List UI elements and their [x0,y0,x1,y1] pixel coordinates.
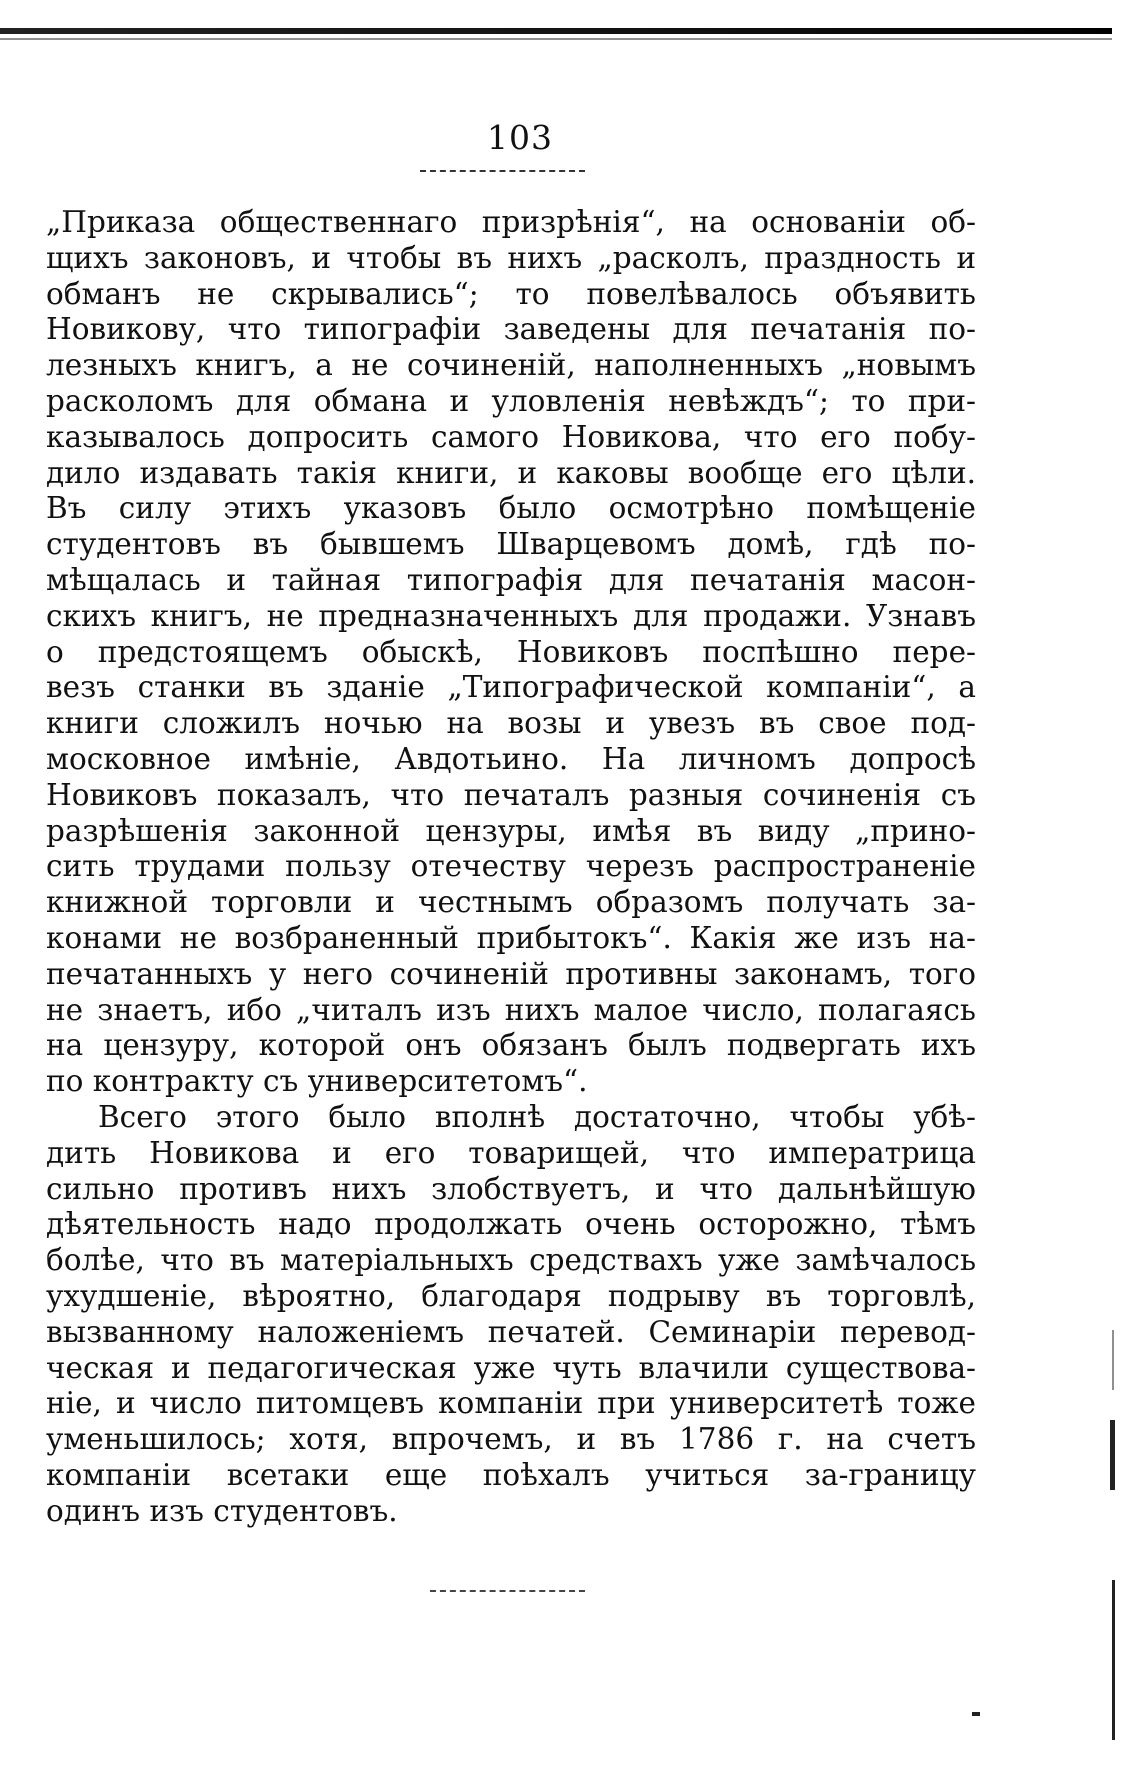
text-line: скихъ книгъ, не предназначенныхъ для продажи. Узнавъ [46,598,976,633]
text-line: казывалось допросить самого Новикова, что его побу- [46,419,976,454]
text-line: не знаетъ, ибо „читалъ изъ нихъ малое число, полагаясь [46,992,976,1027]
text-line: конами не возбраненный прибытокъ“. Какія же изъ на- [46,920,976,955]
text-line: ніе, и число питомцевъ компаніи при университетѣ тоже [46,1386,976,1421]
text-line: компаніи всетаки еще поѣхалъ учиться за-границу [46,1457,976,1492]
text-line: книги сложилъ ночью на возы и увезъ въ свое под- [46,706,976,741]
text-line: о предстоящемъ обыскѣ, Новиковъ поспѣшно пере- [46,634,976,669]
end-rule [430,1590,585,1592]
page-number: 103 [487,118,553,157]
page-number-rule [420,170,585,172]
text-line: ческая и педагогическая уже чуть влачили существова- [46,1350,976,1385]
text-line: дѣятельность надо продолжать очень осторожно, тѣмъ [46,1207,976,1242]
text-line: Всего этого было вполнѣ достаточно, чтобы убѣ- [98,1099,976,1134]
text-line: Въ силу этихъ указовъ было осмотрѣно помѣщеніе [46,491,976,526]
text-line: уменьшилось; хотя, впрочемъ, и въ 1786 г. на счетъ [46,1422,976,1457]
text-line: сить трудами пользу отечеству черезъ распространеніе [46,849,976,884]
margin-scan-mark [1110,1420,1115,1490]
text-line: Новиковъ показалъ, что печаталъ разныя сочиненія съ [46,777,976,812]
top-border-rule-thin [0,38,1112,40]
margin-scan-mark [1112,1580,1115,1740]
top-border-rule [0,28,1112,34]
margin-scan-mark [1112,1330,1114,1390]
text-line: дить Новикова и его товарищей, что императрица [46,1135,976,1170]
text-line: по контракту съ университетомъ“. [46,1064,588,1099]
text-line: обманъ не скрывались“; то повелѣвалось объявить [46,276,976,311]
text-line: ухудшеніе, вѣроятно, благодаря подрыву въ торговлѣ, [46,1278,976,1313]
text-line: Новикову, что типографіи заведены для печатанія по- [46,312,976,347]
body-text [46,205,976,1529]
text-line: „Приказа общественнаго призрѣнія“, на основаніи об- [46,205,976,239]
margin-scan-mark [972,1712,980,1716]
text-line: дило издавать такія книги, и каковы вообще его цѣли. [46,455,976,490]
paragraph-2 [46,1100,976,1530]
text-line: печатанныхъ у него сочиненій противны законамъ, того [46,956,976,991]
text-line: на цензуру, которой онъ обязанъ былъ подвергать ихъ [46,1028,976,1063]
text-line: расколомъ для обмана и уловленія невѣждъ“; то при- [46,383,976,418]
text-line: студентовъ въ бывшемъ Шварцевомъ домѣ, гдѣ по- [46,527,976,562]
text-line: московное имѣніе, Авдотьино. На личномъ допросѣ [46,741,976,776]
text-line: мѣщалась и тайная типографія для печатанія масон- [46,562,976,597]
text-line: вызванному наложеніемъ печатей. Семинаріи перевод- [46,1314,976,1349]
text-line: одинъ изъ студентовъ. [46,1493,398,1528]
text-line: книжной торговли и честнымъ образомъ получать за- [46,885,976,920]
text-line: болѣе, что въ матеріальныхъ средствахъ уже замѣчалось [46,1243,976,1278]
text-line: лезныхъ книгъ, а не сочиненій, наполненныхъ „новымъ [46,348,976,383]
paragraph-1 [46,205,976,1100]
text-line: сильно противъ нихъ злобствуетъ, и что дальнѣйшую [46,1171,976,1206]
text-line: щихъ законовъ, и чтобы въ нихъ „расколъ, праздность и [46,240,976,275]
text-line: разрѣшенія законной цензуры, имѣя въ виду „прино- [46,813,976,848]
text-line: везъ станки въ зданіе „Типографической компаніи“, а [46,670,976,705]
